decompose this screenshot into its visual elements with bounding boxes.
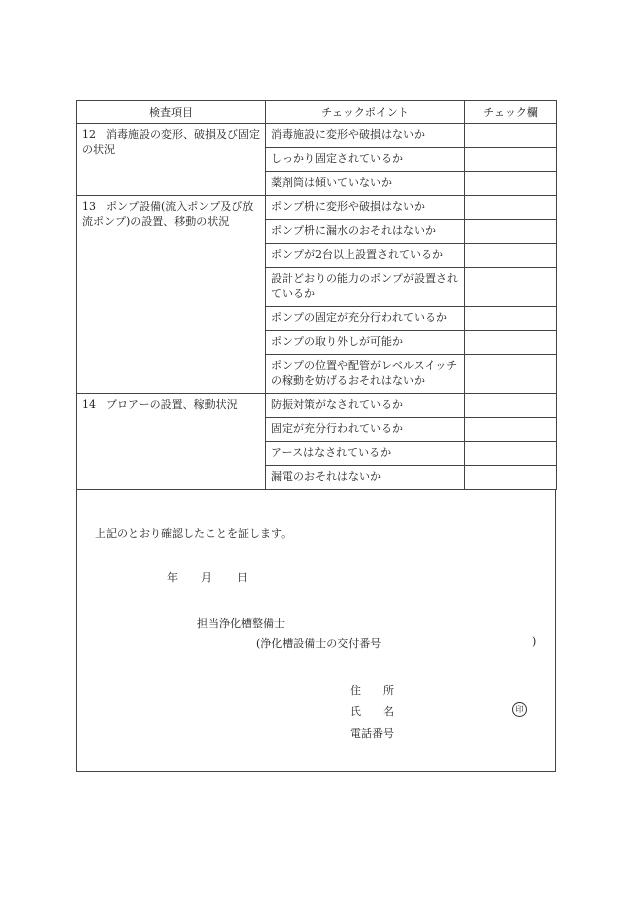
check-box-cell[interactable] — [465, 196, 557, 220]
check-box-cell[interactable] — [465, 268, 557, 307]
name-label: 氏 名 — [350, 705, 394, 718]
certification-block — [76, 490, 556, 772]
check-point-cell: 防振対策がなされているか — [266, 394, 465, 418]
header-inspection-item: 検査項目 — [77, 101, 266, 124]
check-box-cell[interactable] — [465, 172, 557, 196]
check-point-cell: 消毒施設に変形や破損はないか — [266, 124, 465, 148]
check-box-cell[interactable] — [465, 418, 557, 442]
date-year-label: 年 — [167, 571, 178, 584]
table-body — [77, 124, 557, 490]
check-point-cell: 設計どおりの能力のポンプが設置されているか — [266, 268, 465, 307]
check-box-cell[interactable] — [465, 220, 557, 244]
check-point-cell: ポンプの取り外しが可能か — [266, 331, 465, 355]
check-box-cell[interactable] — [465, 466, 557, 490]
inspection-item-cell — [77, 196, 266, 394]
item-description: ブロアーの設置、稼動状況 — [106, 398, 238, 411]
check-point-cell: ポンプの位置や配管がレベルスイッチの稼動を妨げるおそれはないか — [266, 355, 465, 394]
item-number: 13 — [82, 200, 96, 213]
inspection-item-cell — [77, 124, 266, 196]
inspection-item-cell — [77, 394, 266, 490]
header-check-point: チェックポイント — [266, 101, 465, 124]
header-check-column: チェック欄 — [465, 101, 557, 124]
license-number-label: (浄化槽設備士の交付番号 — [256, 637, 382, 650]
table-row — [77, 394, 557, 418]
check-box-cell[interactable] — [465, 244, 557, 268]
check-box-cell[interactable] — [465, 331, 557, 355]
check-point-cell: ポンプの固定が充分行われているか — [266, 307, 465, 331]
inspection-table — [76, 100, 557, 490]
certification-statement: 上記のとおり確認したことを証します。 — [95, 527, 293, 540]
item-description: ポンプ設備(流入ポンプ及び放流ポンプ)の設置、移動の状況 — [82, 200, 254, 228]
check-point-cell: ポンプが2台以上設置されているか — [266, 244, 465, 268]
table-row — [77, 124, 557, 148]
table-header-row — [77, 101, 557, 124]
check-point-cell: 漏電のおそれはないか — [266, 466, 465, 490]
inspection-sheet — [76, 100, 556, 772]
item-description: 消毒施設の変形、破損及び固定の状況 — [82, 128, 260, 156]
address-label: 住 所 — [350, 684, 394, 697]
check-point-cell: ポンプ枡に漏水のおそれはないか — [266, 220, 465, 244]
item-number: 12 — [82, 128, 96, 141]
item-number: 14 — [82, 398, 96, 411]
check-box-cell[interactable] — [465, 124, 557, 148]
seal-mark: 印 — [512, 702, 527, 717]
check-point-cell: アースはなされているか — [266, 442, 465, 466]
check-point-cell: しっかり固定されているか — [266, 148, 465, 172]
check-point-cell: 固定が充分行われているか — [266, 418, 465, 442]
check-point-cell: 薬剤筒は傾いていないか — [266, 172, 465, 196]
license-number-close: ) — [532, 635, 537, 648]
technician-label: 担当浄化槽整備士 — [197, 617, 285, 630]
date-month-label: 月 — [201, 571, 212, 584]
check-box-cell[interactable] — [465, 355, 557, 394]
table-row — [77, 196, 557, 220]
check-box-cell[interactable] — [465, 307, 557, 331]
check-box-cell[interactable] — [465, 442, 557, 466]
check-box-cell[interactable] — [465, 394, 557, 418]
check-point-cell: ポンプ枡に変形や破損はないか — [266, 196, 465, 220]
phone-label: 電話番号 — [350, 727, 394, 740]
check-box-cell[interactable] — [465, 148, 557, 172]
date-day-label: 日 — [237, 571, 248, 584]
